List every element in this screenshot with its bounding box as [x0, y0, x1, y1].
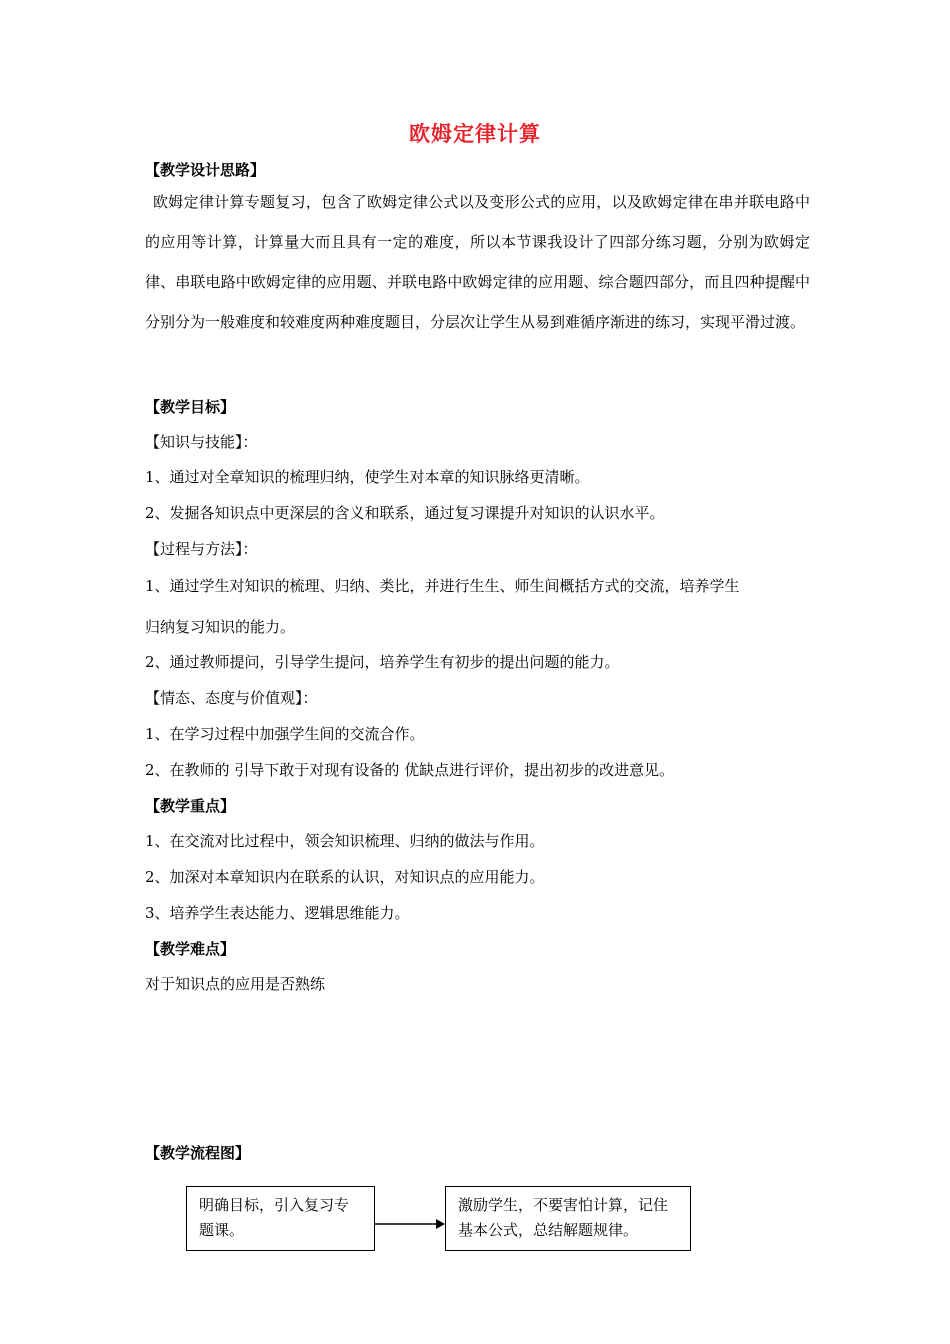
flowchart-box-1: 明确目标，引入复习专题课。 [186, 1186, 375, 1251]
emotion-item-1: 1、在学习过程中加强学生间的交流合作。 [145, 725, 425, 743]
difficulty-heading: 【教学难点】 [145, 940, 236, 958]
design-heading: 【教学设计思路】 [145, 161, 266, 179]
process-item-2: 2、通过教师提问，引导学生提问，培养学生有初步的提出问题的能力。 [145, 653, 620, 671]
knowledge-item-2: 2、发掘各知识点中更深层的含义和联系，通过复习课提升对知识的认识水平。 [145, 504, 665, 522]
flowchart-box-2: 激励学生，不要害怕计算，记住基本公式，总结解题规律。 [445, 1186, 691, 1251]
process-item-1: 1、通过学生对知识的梳理、归纳、类比，并进行生生、师生间概括方式的交流，培养学生 [145, 577, 740, 595]
flowchart-heading: 【教学流程图】 [145, 1144, 251, 1162]
keypoint-item-3: 3、培养学生表达能力、逻辑思维能力。 [145, 904, 410, 922]
emotion-heading: 【情态、态度与价值观】： [145, 689, 318, 707]
keypoint-item-2: 2、加深对本章知识内在联系的认识，对知识点的应用能力。 [145, 868, 545, 886]
design-paragraph: 欧姆定律计算专题复习，包含了欧姆定律公式以及变形公式的应用，以及欧姆定律在串并联电路中的应用等计算，计算量大而且具有一定的难度，所以本节课我设计了四部分练习题，分别为欧姆定律、串联电路中欧姆定律的应用题、并联电路中欧姆定律的应用题、综合题四部分，而且四种提醒中分别分为一般难度和较难度两种难度题目，分层次让学生从易到难循序渐进的练习，实现平滑过渡。 [145, 193, 810, 331]
flowchart-arrow [374, 1214, 446, 1234]
knowledge-heading: 【知识与技能】： [145, 433, 258, 451]
keypoints-heading: 【教学重点】 [145, 797, 236, 815]
knowledge-item-1: 1、通过对全章知识的梳理归纳，使学生对本章的知识脉络更清晰。 [145, 468, 590, 486]
process-item-1-cont: 归纳复习知识的能力。 [145, 618, 296, 636]
emotion-item-2: 2、在教师的 引导下敢于对现有设备的 优缺点进行评价，提出初步的改进意见。 [145, 761, 675, 779]
difficulty-text: 对于知识点的应用是否熟练 [145, 975, 326, 993]
goals-heading: 【教学目标】 [145, 398, 236, 416]
keypoint-item-1: 1、在交流对比过程中，领会知识梳理、归纳的做法与作用。 [145, 832, 545, 850]
process-heading: 【过程与方法】： [145, 540, 258, 558]
document-title: 欧姆定律计算 [409, 121, 541, 146]
